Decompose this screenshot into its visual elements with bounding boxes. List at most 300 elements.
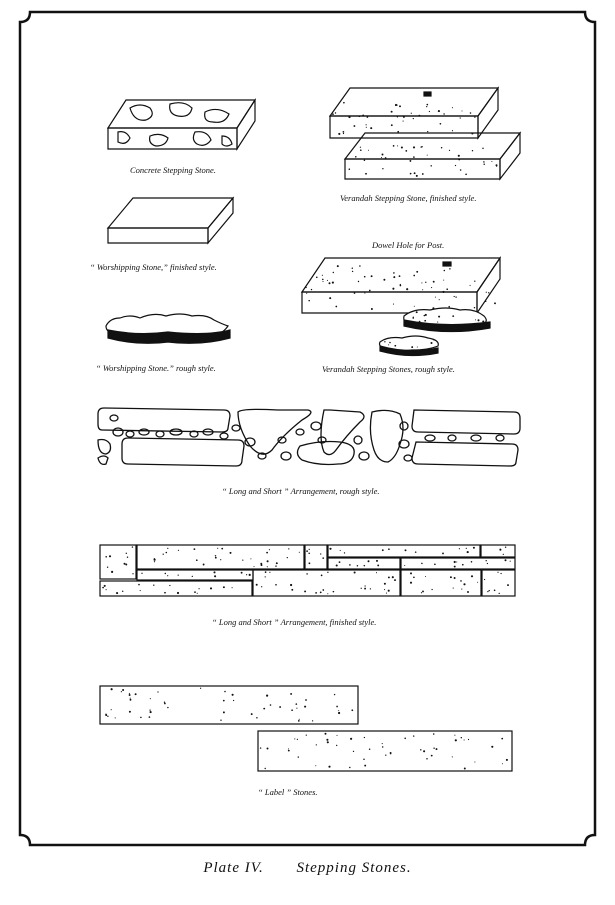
stipple-dot bbox=[306, 293, 307, 294]
stipple-dot bbox=[336, 735, 337, 736]
stipple-dot bbox=[401, 146, 403, 148]
stipple-dot bbox=[178, 550, 179, 551]
stipple-dot bbox=[111, 709, 112, 710]
stipple-dot bbox=[385, 157, 387, 159]
stipple-dot bbox=[334, 694, 335, 695]
stipple-dot bbox=[384, 583, 386, 585]
stipple-dot bbox=[422, 590, 424, 592]
stipple-dot bbox=[421, 592, 422, 593]
stipple-dot bbox=[279, 706, 281, 708]
stipple-dot bbox=[232, 587, 233, 588]
stipple-dot bbox=[418, 115, 420, 117]
stipple-dot bbox=[359, 115, 361, 117]
stipple-dot bbox=[467, 591, 469, 593]
stipple-dot bbox=[348, 116, 350, 118]
stipple-dot bbox=[382, 743, 383, 744]
stipple-dot bbox=[458, 155, 460, 157]
stipple-dot bbox=[501, 738, 503, 740]
stipple-dot bbox=[455, 296, 456, 297]
stipple-dot bbox=[265, 768, 266, 769]
stipple-dot bbox=[393, 276, 395, 278]
stipple-dot bbox=[267, 748, 269, 750]
stipple-dot bbox=[472, 150, 473, 151]
stipple-dot bbox=[488, 292, 489, 293]
stipple-dot bbox=[320, 553, 321, 554]
caption-verandah-rough: Verandah Stepping Stones, rough style. bbox=[322, 364, 455, 374]
stipple-dot bbox=[344, 552, 345, 553]
stipple-dot bbox=[461, 589, 462, 590]
stipple-dot bbox=[505, 546, 506, 547]
stipple-dot bbox=[394, 345, 396, 347]
stipple-dot bbox=[371, 308, 373, 310]
stipple-dot bbox=[309, 562, 311, 564]
stipple-dot bbox=[352, 267, 353, 268]
stipple-dot bbox=[439, 299, 440, 300]
concrete-stepping-stone bbox=[108, 100, 255, 149]
stipple-dot bbox=[265, 571, 267, 573]
stipple-dot bbox=[196, 559, 198, 561]
stipple-dot bbox=[399, 105, 401, 107]
stipple-dot bbox=[452, 756, 453, 757]
stipple-dot bbox=[507, 584, 509, 586]
stipple-dot bbox=[364, 737, 365, 738]
stipple-dot bbox=[338, 710, 339, 711]
stipple-dot bbox=[409, 160, 411, 162]
stipple-dot bbox=[421, 282, 422, 283]
stipple-dot bbox=[127, 556, 128, 557]
stipple-dot bbox=[431, 287, 432, 288]
stipple-dot bbox=[500, 549, 501, 550]
stipple-dot bbox=[241, 572, 243, 574]
stipple-dot bbox=[364, 160, 366, 162]
stipple-dot bbox=[426, 106, 427, 107]
stipple-dot bbox=[448, 306, 450, 308]
stipple-dot bbox=[164, 702, 165, 703]
stipple-dot bbox=[397, 145, 398, 146]
stipple-dot bbox=[473, 547, 475, 549]
stipple-dot bbox=[105, 714, 107, 716]
stipple-dot bbox=[462, 564, 464, 566]
stipple-dot bbox=[316, 277, 318, 279]
stipple-dot bbox=[449, 150, 450, 151]
stipple-dot bbox=[503, 554, 504, 555]
stipple-dot bbox=[126, 553, 127, 554]
stipple-dot bbox=[431, 755, 433, 757]
stipple-dot bbox=[465, 173, 467, 175]
stipple-dot bbox=[353, 125, 355, 127]
stipple-dot bbox=[154, 559, 156, 561]
stipple-dot bbox=[435, 297, 436, 298]
stipple-dot bbox=[149, 709, 150, 710]
stipple-dot bbox=[376, 560, 378, 562]
stipple-dot bbox=[502, 763, 503, 764]
stipple-dot bbox=[349, 767, 350, 768]
stipple-dot bbox=[366, 124, 367, 125]
stipple-dot bbox=[304, 590, 306, 592]
stipple-dot bbox=[349, 168, 351, 170]
stipple-dot bbox=[329, 297, 331, 299]
verandah-stone-finished bbox=[330, 88, 520, 179]
stipple-dot bbox=[371, 275, 373, 277]
stipple-dot bbox=[430, 342, 432, 344]
caption-verandah-finished: Verandah Stepping Stone, finished style. bbox=[340, 193, 477, 203]
stipple-dot bbox=[383, 279, 385, 281]
stipple-dot bbox=[497, 572, 498, 573]
stipple-dot bbox=[217, 548, 218, 549]
caption-long-short-finished: “ Long and Short ” Arrangement, finished style. bbox=[212, 617, 377, 627]
stipple-dot bbox=[153, 585, 154, 586]
stipple-dot bbox=[350, 738, 352, 740]
stipple-dot bbox=[329, 548, 331, 550]
stipple-dot bbox=[449, 268, 450, 269]
stipple-dot bbox=[477, 582, 478, 583]
stipple-dot bbox=[327, 572, 328, 573]
stipple-dot bbox=[427, 131, 428, 132]
stipple-dot bbox=[267, 560, 269, 562]
stipple-dot bbox=[491, 161, 492, 162]
stipple-dot bbox=[249, 574, 251, 576]
stipple-dot bbox=[335, 112, 336, 113]
stipple-dot bbox=[221, 548, 223, 550]
stipple-dot bbox=[410, 582, 412, 584]
stipple-dot bbox=[256, 717, 258, 719]
stipple-dot bbox=[322, 589, 324, 591]
stipple-dot bbox=[129, 693, 130, 694]
stipple-dot bbox=[339, 561, 341, 563]
stipple-dot bbox=[442, 291, 444, 293]
stipple-dot bbox=[122, 591, 123, 592]
stipple-dot bbox=[482, 321, 484, 323]
stipple-dot bbox=[203, 564, 205, 566]
stipple-dot bbox=[261, 586, 262, 587]
stipple-dot bbox=[308, 300, 310, 302]
stipple-dot bbox=[393, 272, 395, 274]
stipple-dot bbox=[364, 765, 366, 767]
stipple-dot bbox=[400, 285, 402, 287]
stipple-dot bbox=[369, 748, 370, 749]
stipple-dot bbox=[354, 292, 356, 294]
stipple-dot bbox=[452, 107, 453, 108]
stipple-dot bbox=[510, 561, 511, 562]
stipple-dot bbox=[167, 575, 168, 576]
stipple-dot bbox=[483, 161, 485, 163]
stipple-dot bbox=[484, 579, 485, 580]
stipple-dot bbox=[446, 288, 448, 290]
stipple-dot bbox=[443, 113, 444, 114]
stipple-dot bbox=[306, 550, 308, 552]
stipple-dot bbox=[332, 282, 334, 284]
stipple-dot bbox=[434, 563, 436, 565]
stipple-dot bbox=[413, 735, 414, 736]
stipple-dot bbox=[454, 735, 455, 736]
caption-worshipping-rough: “ Worshipping Stone.” rough style. bbox=[96, 363, 216, 373]
stipple-dot bbox=[295, 703, 297, 705]
stipple-dot bbox=[364, 276, 366, 278]
stipple-dot bbox=[343, 133, 344, 134]
stipple-dot bbox=[169, 585, 170, 586]
stipple-dot bbox=[440, 123, 442, 125]
stipple-dot bbox=[499, 593, 500, 594]
stipple-dot bbox=[177, 592, 179, 594]
stipple-dot bbox=[115, 717, 116, 718]
stipple-dot bbox=[276, 562, 278, 564]
stipple-dot bbox=[441, 147, 442, 148]
stipple-dot bbox=[333, 591, 335, 593]
stipple-dot bbox=[122, 689, 124, 691]
stipple-dot bbox=[320, 592, 322, 594]
stipple-dot bbox=[471, 132, 473, 134]
stipple-dot bbox=[432, 307, 434, 309]
stipple-dot bbox=[364, 585, 365, 586]
stipple-dot bbox=[404, 565, 405, 566]
stipple-dot bbox=[299, 552, 300, 553]
stipple-dot bbox=[421, 563, 423, 565]
stipple-dot bbox=[394, 579, 396, 581]
worshipping-stone-rough bbox=[106, 314, 230, 343]
stipple-dot bbox=[150, 698, 151, 699]
stipple-dot bbox=[483, 163, 484, 164]
stipple-dot bbox=[368, 560, 370, 562]
stipple-dot bbox=[336, 706, 338, 708]
stipple-dot bbox=[460, 169, 462, 171]
stipple-dot bbox=[438, 316, 440, 318]
stipple-dot bbox=[459, 548, 460, 549]
stipple-dot bbox=[140, 590, 141, 591]
stipple-dot bbox=[413, 146, 415, 148]
stipple-dot bbox=[427, 104, 429, 106]
stipple-dot bbox=[381, 157, 382, 158]
stipple-dot bbox=[261, 564, 263, 566]
stipple-dot bbox=[214, 575, 216, 577]
stipple-dot bbox=[411, 113, 412, 114]
stipple-dot bbox=[299, 719, 300, 720]
stipple-dot bbox=[365, 173, 367, 175]
stipple-dot bbox=[404, 738, 406, 740]
stipple-dot bbox=[328, 766, 330, 768]
stipple-dot bbox=[200, 688, 201, 689]
stipple-dot bbox=[370, 127, 372, 129]
stipple-dot bbox=[410, 572, 412, 574]
stipple-dot bbox=[267, 566, 268, 567]
stipple-dot bbox=[298, 720, 300, 722]
stipple-dot bbox=[336, 745, 337, 746]
stipple-dot bbox=[494, 590, 496, 592]
stipple-dot bbox=[322, 281, 323, 282]
stipple-dot bbox=[220, 720, 221, 721]
stipple-dot bbox=[297, 739, 298, 740]
stipple-dot bbox=[135, 693, 137, 695]
stipple-dot bbox=[388, 344, 389, 345]
stipple-dot bbox=[232, 694, 234, 696]
stipple-dot bbox=[223, 586, 225, 588]
verandah-stones-rough bbox=[380, 308, 491, 356]
stipple-dot bbox=[388, 590, 390, 592]
stipple-dot bbox=[384, 341, 385, 342]
stipple-dot bbox=[423, 750, 425, 752]
stipple-dot bbox=[474, 117, 475, 118]
stipple-dot bbox=[433, 340, 434, 341]
stipple-dot bbox=[315, 765, 316, 766]
stipple-dot bbox=[405, 323, 407, 325]
stipple-dot bbox=[415, 551, 417, 553]
stipple-dot bbox=[357, 565, 359, 567]
stipple-dot bbox=[444, 270, 446, 272]
stipple-dot bbox=[130, 699, 132, 701]
stipple-dot bbox=[392, 576, 394, 578]
stipple-dot bbox=[453, 588, 454, 589]
stipple-dot bbox=[140, 717, 142, 719]
stipple-dot bbox=[433, 281, 435, 283]
stipple-dot bbox=[290, 693, 292, 695]
stipple-dot bbox=[327, 593, 328, 594]
stipple-dot bbox=[223, 711, 225, 713]
stipple-dot bbox=[470, 112, 472, 114]
stipple-dot bbox=[167, 707, 168, 708]
stipple-dot bbox=[150, 711, 152, 713]
stipple-dot bbox=[265, 576, 266, 577]
stipple-dot bbox=[427, 155, 428, 156]
stipple-dot bbox=[343, 102, 345, 104]
stipple-dot bbox=[362, 114, 364, 116]
stipple-dot bbox=[489, 590, 490, 591]
rough-pebbles bbox=[110, 415, 504, 461]
stipple-dot bbox=[468, 739, 469, 740]
stipple-dot bbox=[327, 280, 328, 281]
stipple-dot bbox=[266, 552, 268, 554]
stipple-dot bbox=[433, 733, 435, 735]
stipple-dot bbox=[455, 739, 457, 741]
stipple-dot bbox=[486, 560, 487, 561]
stipple-dot bbox=[416, 175, 418, 177]
stipple-dot bbox=[431, 589, 432, 590]
stipple-dot bbox=[359, 265, 361, 267]
stipple-dot bbox=[130, 698, 131, 699]
stipple-dot bbox=[420, 749, 421, 750]
stipple-dot bbox=[430, 165, 431, 166]
caption-long-short-rough: “ Long and Short ” Arrangement, rough style. bbox=[222, 486, 380, 496]
stipple-dot bbox=[455, 165, 456, 166]
stipple-dot bbox=[340, 550, 341, 551]
stipple-dot bbox=[352, 271, 353, 272]
stipple-dot bbox=[125, 564, 127, 566]
stipple-dot bbox=[403, 116, 405, 118]
stipple-dot bbox=[461, 110, 462, 111]
stipple-dot bbox=[269, 549, 270, 550]
stipple-dot bbox=[164, 592, 166, 594]
stipple-dot bbox=[491, 746, 493, 748]
stipple-dot bbox=[413, 576, 415, 578]
stipple-dot bbox=[166, 552, 168, 554]
caption-dowel-hole: Dowel Hole for Post. bbox=[372, 240, 445, 250]
stipple-dot bbox=[269, 572, 270, 573]
stipple-dot bbox=[463, 583, 465, 585]
stipple-dot bbox=[392, 288, 394, 290]
stipple-dot bbox=[141, 573, 142, 574]
stipple-dot bbox=[475, 319, 476, 320]
label-stones bbox=[100, 686, 512, 771]
stipple-dot bbox=[305, 287, 307, 289]
stipple-dot bbox=[224, 691, 226, 693]
stipple-dot bbox=[413, 275, 415, 277]
stipple-dot bbox=[406, 288, 408, 290]
stipple-dot bbox=[399, 275, 401, 277]
stipple-dot bbox=[254, 566, 255, 567]
stipple-dot bbox=[129, 711, 131, 713]
stipple-dot bbox=[437, 322, 438, 323]
stipple-dot bbox=[413, 318, 414, 319]
plate-subject: Stepping Stones. bbox=[296, 860, 412, 876]
stipple-dot bbox=[500, 573, 501, 574]
stipple-dot bbox=[291, 709, 293, 711]
stipple-dot bbox=[425, 576, 426, 577]
stipple-dot bbox=[329, 282, 331, 284]
caption-label-stones: “ Label ” Stones. bbox=[258, 787, 318, 797]
stipple-dot bbox=[487, 591, 488, 592]
stipple-dot bbox=[349, 564, 351, 566]
stipple-dot bbox=[391, 124, 393, 126]
stipple-dot bbox=[353, 751, 354, 752]
stipple-dot bbox=[215, 555, 216, 556]
stipple-dot bbox=[242, 559, 243, 560]
stipple-dot bbox=[458, 159, 460, 161]
stipple-dot bbox=[460, 117, 461, 118]
stipple-dot bbox=[322, 275, 323, 276]
stipple-dot bbox=[443, 280, 444, 281]
stipple-dot bbox=[223, 700, 225, 702]
stipple-dot bbox=[336, 564, 338, 566]
stipple-dot bbox=[403, 121, 404, 122]
stipple-dot bbox=[425, 282, 426, 283]
stipple-dot bbox=[335, 306, 337, 308]
stipple-dot bbox=[364, 565, 366, 567]
stipple-dot bbox=[413, 118, 414, 119]
stipple-dot bbox=[260, 747, 261, 748]
stipple-dot bbox=[165, 573, 166, 574]
stipple-dot bbox=[325, 733, 327, 735]
stipple-dot bbox=[442, 552, 444, 554]
stipple-dot bbox=[275, 565, 276, 566]
stipple-dot bbox=[194, 591, 196, 593]
stipple-dot bbox=[471, 575, 473, 577]
stipple-dot bbox=[355, 156, 357, 158]
stipple-dot bbox=[419, 321, 421, 323]
stipple-dot bbox=[397, 131, 399, 133]
stipple-dot bbox=[107, 567, 108, 568]
stipple-dot bbox=[450, 576, 452, 578]
stipple-dot bbox=[397, 116, 398, 117]
stipple-dot bbox=[246, 574, 247, 575]
stipple-dot bbox=[384, 589, 385, 590]
stipple-dot bbox=[506, 759, 508, 761]
stipple-dot bbox=[111, 571, 113, 573]
stipple-dot bbox=[467, 551, 469, 553]
stipple-dot bbox=[311, 289, 312, 290]
stipple-dot bbox=[338, 712, 340, 714]
stipple-dot bbox=[361, 588, 362, 589]
stipple-dot bbox=[354, 571, 356, 573]
stipple-dot bbox=[192, 576, 193, 577]
stipple-dot bbox=[464, 739, 465, 740]
stipple-dot bbox=[287, 557, 288, 558]
stipple-dot bbox=[367, 116, 369, 118]
stipple-dot bbox=[382, 746, 383, 747]
stipple-dot bbox=[366, 127, 367, 128]
stipple-dot bbox=[382, 549, 384, 551]
stipple-dot bbox=[322, 279, 324, 281]
stipple-dot bbox=[461, 737, 462, 738]
stipple-dot bbox=[322, 557, 324, 559]
caption-concrete-stone: Concrete Stepping Stone. bbox=[130, 165, 216, 175]
